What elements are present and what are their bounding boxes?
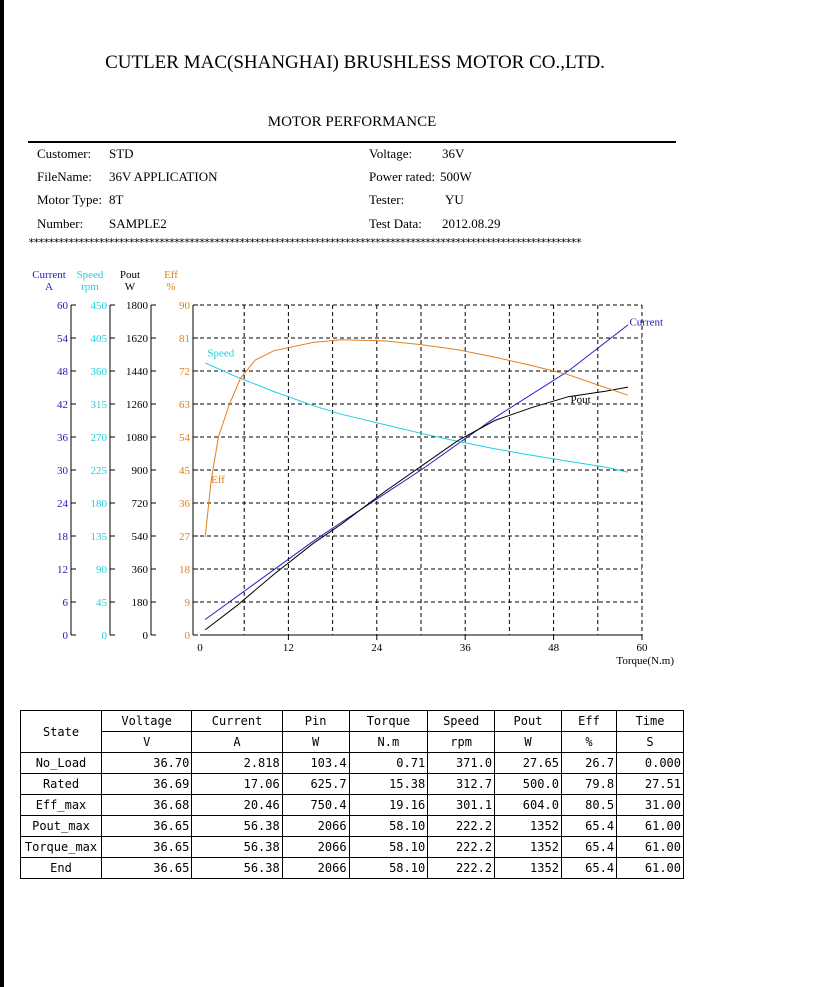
table-row <box>21 858 684 879</box>
y-tick-label-current: 6 <box>62 597 68 609</box>
table-cell: 36.65 <box>102 858 192 879</box>
table-cell: 371.0 <box>428 753 495 774</box>
power-rated-label: Power rated: <box>369 169 436 184</box>
row-state: Torque_max <box>21 837 102 858</box>
y-tick-label-pout: 1620 <box>126 333 148 345</box>
y-tick-label-eff: 54 <box>179 432 190 444</box>
column-header: Eff <box>561 711 616 732</box>
table-cell: 26.7 <box>561 753 616 774</box>
star-separator: ************************************************************************************************************** <box>28 236 581 249</box>
y-tick-label-speed: 0 <box>101 630 107 642</box>
voltage-label: Voltage: <box>369 146 413 161</box>
series-line-current <box>205 325 628 620</box>
table-cell: 2066 <box>282 816 349 837</box>
table-row <box>21 774 684 795</box>
table-cell: 17.06 <box>192 774 282 795</box>
table-cell: 61.00 <box>617 858 684 879</box>
table-cell: 500.0 <box>495 774 562 795</box>
series-label-eff: Eff <box>211 473 225 486</box>
y-tick-label-pout: 360 <box>131 564 148 576</box>
y-tick-label-pout: 540 <box>131 531 148 543</box>
column-header: Current <box>192 711 282 732</box>
y-tick-label-speed: 405 <box>90 333 107 345</box>
performance-table <box>20 710 684 879</box>
y-tick-label-eff: 72 <box>179 366 190 378</box>
x-axis-label: Torque(N.m) <box>616 655 674 667</box>
series-line-pout <box>205 387 628 630</box>
table-cell: 222.2 <box>428 858 495 879</box>
y-tick-label-pout: 900 <box>131 465 148 477</box>
column-unit: V <box>102 732 192 753</box>
column-header: Time <box>617 711 684 732</box>
filename-label: FileName: <box>37 169 92 184</box>
table-cell: 79.8 <box>561 774 616 795</box>
column-unit: N.m <box>349 732 428 753</box>
y-tick-label-eff: 63 <box>179 399 190 411</box>
y-tick-label-speed: 360 <box>90 366 107 378</box>
table-cell: 27.65 <box>495 753 562 774</box>
table-cell: 80.5 <box>561 795 616 816</box>
y-tick-label-pout: 1260 <box>126 399 148 411</box>
tester-value: YU <box>445 192 464 207</box>
series-label-pout: Pout <box>570 394 591 407</box>
column-unit: W <box>495 732 562 753</box>
column-unit: S <box>617 732 684 753</box>
series-line-speed <box>205 363 628 472</box>
table-cell: 61.00 <box>617 816 684 837</box>
y-tick-label-eff: 0 <box>184 630 190 642</box>
header-rule <box>28 141 676 143</box>
y-tick-label-pout: 720 <box>131 498 148 510</box>
table-cell: 56.38 <box>192 858 282 879</box>
table-cell: 222.2 <box>428 816 495 837</box>
y-tick-label-eff: 36 <box>179 498 190 510</box>
y-tick-label-eff: 9 <box>184 597 190 609</box>
y-tick-label-eff: 90 <box>179 300 190 312</box>
y-tick-label-speed: 180 <box>90 498 107 510</box>
performance-chart <box>0 260 819 680</box>
table-cell: 1352 <box>495 858 562 879</box>
table-cell: 0.000 <box>617 753 684 774</box>
tester-label: Tester: <box>369 192 405 207</box>
table-row <box>21 816 684 837</box>
y-tick-label-pout: 1080 <box>126 432 148 444</box>
table-cell: 312.7 <box>428 774 495 795</box>
test-data-value: 2012.08.29 <box>442 216 501 231</box>
column-header: Pout <box>495 711 562 732</box>
table-cell: 65.4 <box>561 816 616 837</box>
axis-name-current: Current <box>32 269 66 281</box>
table-cell: 36.69 <box>102 774 192 795</box>
y-tick-label-speed: 90 <box>96 564 107 576</box>
table-cell: 1352 <box>495 816 562 837</box>
table-cell: 1352 <box>495 837 562 858</box>
column-unit: W <box>282 732 349 753</box>
column-unit: A <box>192 732 282 753</box>
y-tick-label-current: 60 <box>57 300 68 312</box>
y-tick-label-current: 30 <box>57 465 68 477</box>
filename-value: 36V APPLICATION <box>109 169 218 184</box>
column-unit: % <box>561 732 616 753</box>
power-rated-value: 500W <box>440 169 472 184</box>
column-unit: rpm <box>428 732 495 753</box>
x-tick-label: 36 <box>459 642 471 654</box>
y-tick-label-speed: 135 <box>90 531 107 543</box>
table-units-row <box>21 732 684 753</box>
test-data-label: Test Data: <box>369 216 422 231</box>
table-cell: 19.16 <box>349 795 428 816</box>
column-header: Pin <box>282 711 349 732</box>
table-cell: 604.0 <box>495 795 562 816</box>
table-row <box>21 837 684 858</box>
axis-name-pout: Pout <box>119 269 141 281</box>
y-tick-label-eff: 18 <box>179 564 190 576</box>
y-tick-label-speed: 270 <box>90 432 107 444</box>
y-tick-label-pout: 1800 <box>126 300 148 312</box>
voltage-value: 36V <box>442 146 465 161</box>
row-state: No_Load <box>21 753 102 774</box>
state-header: State <box>21 711 102 753</box>
series-label-speed: Speed <box>207 347 235 360</box>
motor-type-value: 8T <box>109 192 124 207</box>
table-cell: 58.10 <box>349 858 428 879</box>
series-line-eff <box>205 340 628 537</box>
column-header: Voltage <box>102 711 192 732</box>
table-cell: 625.7 <box>282 774 349 795</box>
table-cell: 58.10 <box>349 837 428 858</box>
y-tick-label-current: 24 <box>57 498 68 510</box>
y-tick-label-current: 54 <box>57 333 68 345</box>
series-label-current: Current <box>629 316 664 329</box>
report-title: MOTOR PERFORMANCE <box>267 114 437 130</box>
table-header-row <box>21 711 684 732</box>
table-cell: 31.00 <box>617 795 684 816</box>
y-tick-label-eff: 27 <box>179 531 190 543</box>
table-row <box>21 795 684 816</box>
table-row <box>21 753 684 774</box>
y-tick-label-speed: 225 <box>90 465 107 477</box>
motor-type-label: Motor Type: <box>37 192 102 207</box>
table-cell: 36.65 <box>102 816 192 837</box>
table-cell: 15.38 <box>349 774 428 795</box>
y-tick-label-eff: 45 <box>179 465 190 477</box>
table-cell: 36.70 <box>102 753 192 774</box>
y-tick-label-speed: 45 <box>96 597 107 609</box>
y-tick-label-speed: 315 <box>90 399 107 411</box>
table-cell: 58.10 <box>349 816 428 837</box>
y-tick-label-current: 0 <box>62 630 68 642</box>
column-header: Torque <box>349 711 428 732</box>
axis-unit-speed: rpm <box>81 281 99 293</box>
table-cell: 36.68 <box>102 795 192 816</box>
x-tick-label: 24 <box>371 642 383 654</box>
table-cell: 65.4 <box>561 837 616 858</box>
x-tick-label: 48 <box>548 642 560 654</box>
x-tick-label: 60 <box>636 642 648 654</box>
table-cell: 36.65 <box>102 837 192 858</box>
table-cell: 103.4 <box>282 753 349 774</box>
y-tick-label-speed: 450 <box>90 300 107 312</box>
y-tick-label-current: 48 <box>57 366 68 378</box>
axis-unit-pout: W <box>124 281 136 293</box>
y-tick-label-eff: 81 <box>179 333 190 345</box>
axis-name-eff: Eff <box>164 269 178 281</box>
y-tick-label-current: 36 <box>57 432 68 444</box>
row-state: Rated <box>21 774 102 795</box>
table-cell: 65.4 <box>561 858 616 879</box>
table-cell: 56.38 <box>192 816 282 837</box>
axis-unit-current: A <box>45 281 53 293</box>
number-value: SAMPLE2 <box>109 216 167 231</box>
table-cell: 20.46 <box>192 795 282 816</box>
y-tick-label-current: 42 <box>57 399 68 411</box>
table-cell: 2.818 <box>192 753 282 774</box>
table-cell: 0.71 <box>349 753 428 774</box>
y-tick-label-pout: 180 <box>131 597 148 609</box>
company-name: CUTLER MAC(SHANGHAI) BRUSHLESS MOTOR CO.,LTD. <box>105 52 605 73</box>
table-cell: 2066 <box>282 837 349 858</box>
row-state: Pout_max <box>21 816 102 837</box>
column-header: Speed <box>428 711 495 732</box>
table-cell: 56.38 <box>192 837 282 858</box>
row-state: Eff_max <box>21 795 102 816</box>
table-cell: 222.2 <box>428 837 495 858</box>
customer-label: Customer: <box>37 146 92 161</box>
x-tick-label: 12 <box>282 642 294 654</box>
y-tick-label-current: 18 <box>57 531 68 543</box>
number-label: Number: <box>37 216 84 231</box>
table-cell: 2066 <box>282 858 349 879</box>
table-cell: 27.51 <box>617 774 684 795</box>
customer-value: STD <box>109 146 134 161</box>
y-tick-label-pout: 1440 <box>126 366 148 378</box>
y-tick-label-pout: 0 <box>142 630 148 642</box>
axis-name-speed: Speed <box>76 269 104 281</box>
row-state: End <box>21 858 102 879</box>
axis-unit-eff: % <box>166 281 176 293</box>
table-cell: 750.4 <box>282 795 349 816</box>
x-tick-label: 0 <box>197 642 203 654</box>
table-cell: 61.00 <box>617 837 684 858</box>
y-tick-label-current: 12 <box>57 564 68 576</box>
table-cell: 301.1 <box>428 795 495 816</box>
